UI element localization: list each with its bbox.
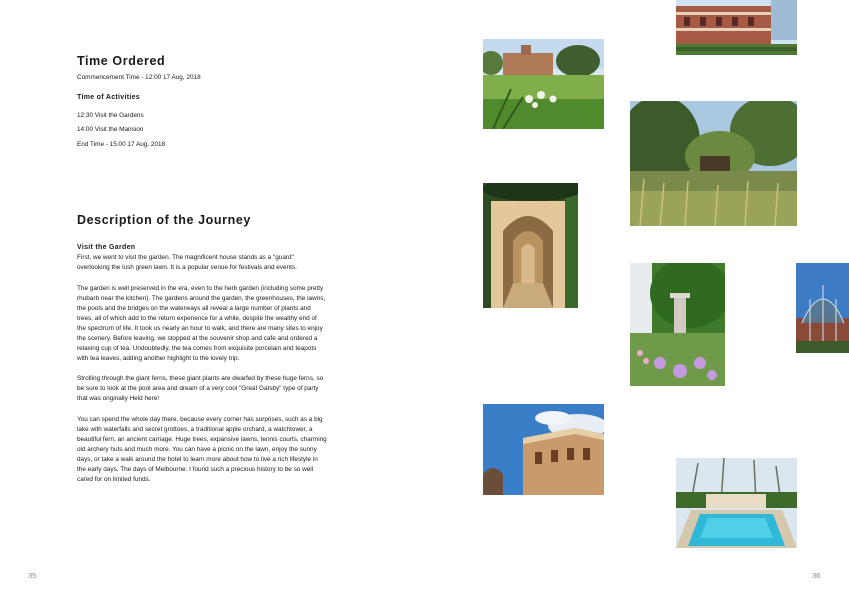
pool-photo bbox=[676, 458, 797, 548]
commencement-time: Commencement Time - 12:00 17 Aug, 2018 bbox=[77, 74, 201, 81]
activity-item: 12:30 Visit the Gardens bbox=[77, 112, 144, 119]
journey-subheading: Visit the Garden bbox=[77, 244, 136, 251]
mansion-facade-photo bbox=[676, 0, 797, 55]
activities-heading: Time of Activities bbox=[77, 94, 140, 101]
journey-paragraph-2: The garden is well preserved in the era, even to the herb garden (including some pretty rhubarb near the kitchen). The gardens around the garden, the greenhouses, the lawns, the pools and the bridges on the waterways all reveal a large number of plants and trees, all of which add to the return experience for a while, despite the wealthy end of the spectrum of life. It took us nearly an hour to walk, and there are many sites to enjoy the scenery. Before leaving, we stopped at the souvenir shop and cafe and ordered a relaxing cup of tea. Undoubtedly, the tea comes from exquisite porcelain and teapots with tea leaves, adding another highlight to the lovely trip. bbox=[77, 285, 326, 362]
garden-pond-photo bbox=[630, 101, 797, 226]
garden-fountain-photo bbox=[630, 263, 725, 386]
page-number-right: 36 bbox=[812, 571, 821, 580]
journey-paragraph-3: Strolling through the giant ferns, these giant plants are dwarfed by these huge ferns, so be sure to look at the pool area and dream of a very cool "Great Gatsby" type of party that was originally Held here! bbox=[77, 375, 324, 402]
mansion-lawn-photo bbox=[483, 39, 604, 129]
time-ordered-heading: Time Ordered bbox=[77, 54, 166, 68]
journey-paragraph-4: You can spend the whole day there, because every corner has surprises, such as a big lake with waterfalls and secret grottoes, a traditional apple orchard, a watchtower, a beautiful fern, an ancient carriage. Huge trees, expansive lawns, tennis courts, charming old archery huts and much more. You can have a picnic on the lawn, enjoy the sunny days, or take a walk around the hotel to learn more about how to live a rich lifestyle in the early days. The days of Melbourne. I found such a precious history to be so well cared for on limited funds. bbox=[77, 416, 327, 483]
page-number-left: 35 bbox=[28, 571, 37, 580]
conservatory-photo bbox=[796, 263, 849, 353]
journey-paragraph-1: First, we went to visit the garden. The magnificent house stands as a "guard" overlooking the lush green lawn. It is a popular venue for festivals and events. bbox=[77, 254, 297, 271]
archway-corridor-photo bbox=[483, 183, 578, 308]
journey-heading: Description of the Journey bbox=[77, 213, 251, 227]
activity-item: 14:00 Visit the Mansion bbox=[77, 126, 144, 133]
end-time: End Time - 15:00 17 Aug, 2018 bbox=[77, 141, 166, 148]
tower-sky-photo bbox=[483, 404, 604, 495]
